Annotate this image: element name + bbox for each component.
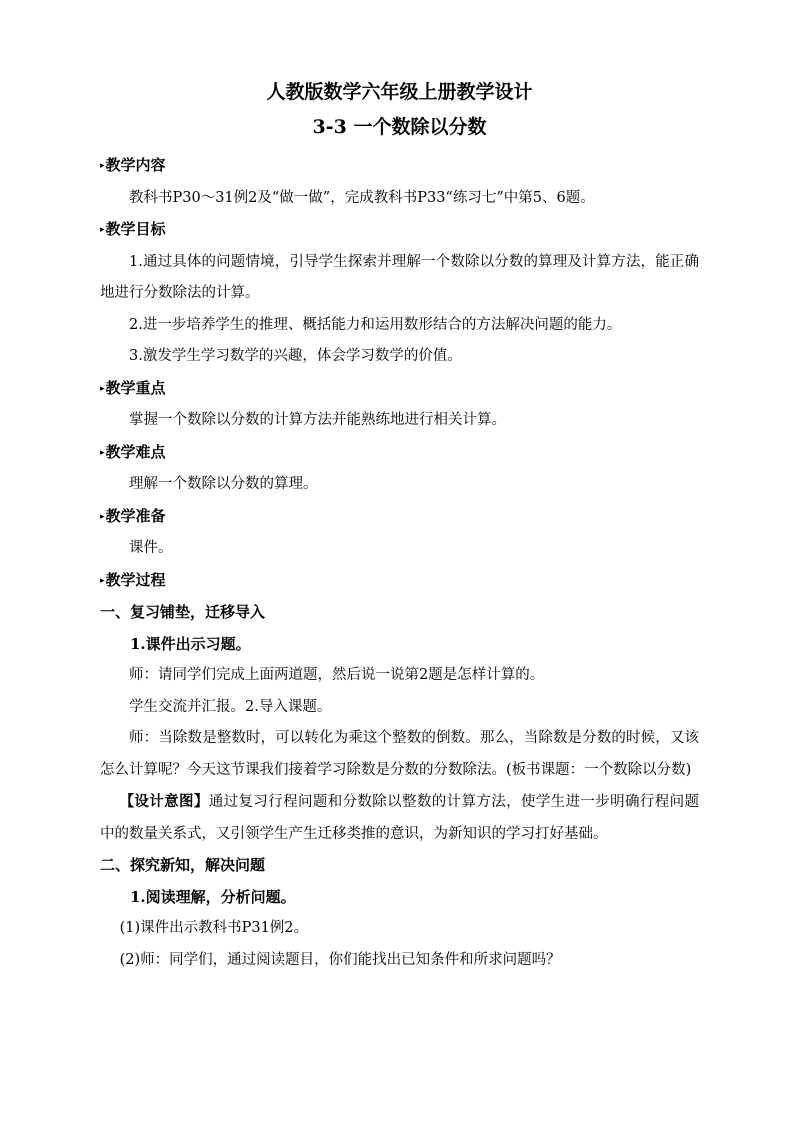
lesson-title: 3-3 一个数除以分数 bbox=[312, 116, 487, 138]
goal-item: 2.进一步培养学生的推理、概括能力和运用数形结合的方法解决问题的能力。 bbox=[129, 316, 622, 333]
section-heading-label: 教学内容 bbox=[105, 156, 166, 174]
section-heading-label: 教学准备 bbox=[105, 506, 166, 525]
triangle-bullet-icon: ▸ bbox=[100, 225, 105, 235]
prep-text: 课件。 bbox=[129, 540, 173, 556]
section-heading-label: 教学过程 bbox=[105, 570, 166, 589]
section-heading-goals bbox=[100, 214, 699, 247]
part2-paragraph: (1)课件出示教科书P31例2。 bbox=[119, 920, 309, 936]
section-heading-label: 教学目标 bbox=[105, 220, 166, 238]
section-heading-key bbox=[100, 373, 699, 406]
section-heading-content bbox=[100, 150, 699, 183]
section-heading-label: 教学重点 bbox=[105, 378, 166, 397]
part2-paragraph: (2)师：同学们，通过阅读题目，你们能找出已知条件和所求问题吗？ bbox=[119, 951, 561, 968]
triangle-bullet-icon: ▸ bbox=[100, 575, 105, 586]
triangle-bullet-icon: ▸ bbox=[100, 161, 105, 171]
section-heading-prep bbox=[100, 501, 699, 534]
section-heading-difficulty bbox=[100, 437, 699, 470]
triangle-bullet-icon: ▸ bbox=[100, 511, 105, 522]
section-heading-label: 教学难点 bbox=[105, 442, 166, 461]
part1-heading: 一、复习铺垫，迁移导入 bbox=[100, 603, 266, 621]
design-intent-text: 通过复习行程问题和分数除以整数的计算方法，使学生进一步明确行程问题中的数量关系式，又引领学生产生迁移类推的意识，为新知识的学习打好基础。 bbox=[100, 794, 699, 842]
part1-paragraph: 师：当除数是整数时，可以转化为乘这个整数的倒数。那么，当除数是分数的时候，又该怎么计算呢？今天这节课我们接着学习除数是分数的分数除法。(板书课题：一个数除以分数) bbox=[100, 730, 699, 778]
part1-paragraph: 学生交流并汇报。2.导入课题。 bbox=[129, 698, 332, 715]
content-text: 教科书P30～31例2及“做一做”，完成教科书P33“练习七”中第5、6题。 bbox=[129, 189, 595, 206]
difficulty-text: 理解一个数除以分数的算理。 bbox=[129, 476, 318, 492]
part2-heading: 二、探究新知，解决问题 bbox=[100, 856, 266, 874]
part1-paragraph: 师：请同学们完成上面两道题，然后说一说第2题是怎样计算的。 bbox=[129, 667, 545, 683]
part2-step1: 1.阅读理解，分析问题。 bbox=[130, 887, 296, 906]
key-text: 掌握一个数除以分数的计算方法并能熟练地进行相关计算。 bbox=[129, 412, 506, 428]
goal-item: 1.通过具体的问题情境，引导学生探索并理解一个数除以分数的算理及计算方法，能正确地进行分数除法的计算。 bbox=[100, 253, 699, 301]
goal-item: 3.激发学生学习数学的兴趣，体会学习数学的价值。 bbox=[129, 348, 462, 364]
document-title: 人教版数学六年级上册教学设计 bbox=[266, 81, 533, 103]
triangle-bullet-icon: ▸ bbox=[100, 447, 105, 458]
part1-step1: 1.课件出示习题。 bbox=[130, 634, 251, 653]
section-heading-process bbox=[100, 565, 699, 598]
triangle-bullet-icon: ▸ bbox=[100, 383, 105, 394]
design-intent-label: 【设计意图】 bbox=[119, 793, 209, 810]
design-intent-paragraph bbox=[100, 786, 699, 850]
